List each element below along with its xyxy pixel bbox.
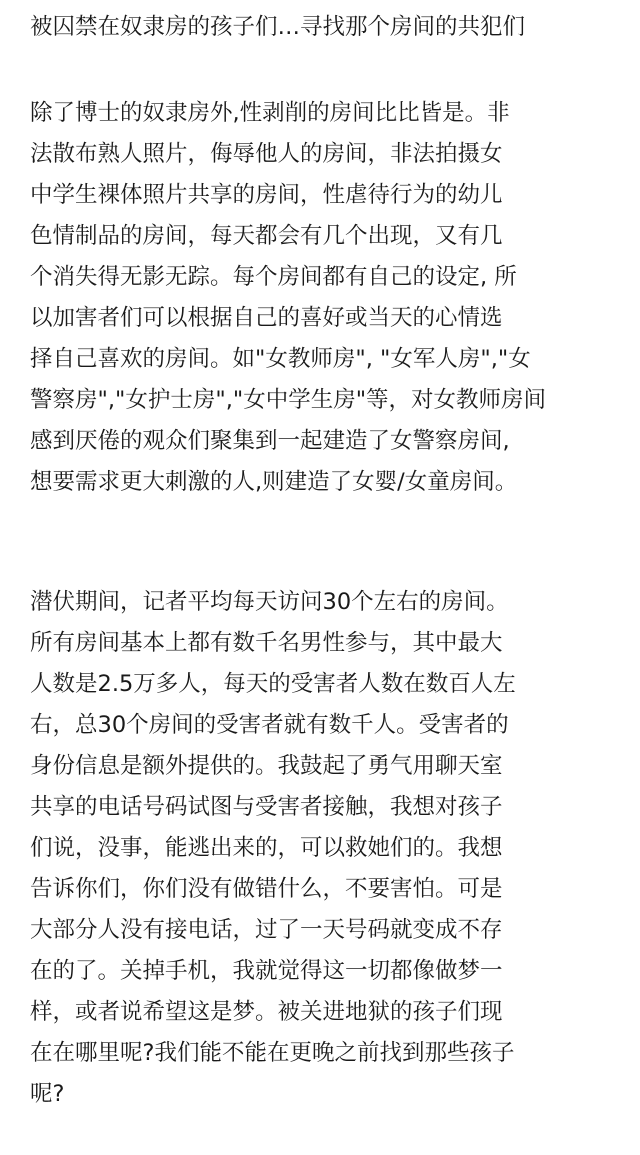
paragraph-line: 告诉你们，你们没有做错什么，不要害怕。可是: [30, 876, 503, 902]
paragraph-line: 在的了。关掉手机，我就觉得这一切都像做梦一: [30, 958, 503, 984]
paragraph-line: 警察房","女护士房","女中学生房"等，对女教师房间: [30, 387, 547, 413]
paragraph-line: 所有房间基本上都有数千名男性参与，其中最大: [30, 630, 503, 656]
paragraph-line: 潜伏期间，记者平均每天访问30个左右的房间。: [30, 589, 509, 615]
paragraph-line: 样，或者说希望这是梦。被关进地狱的孩子们现: [30, 999, 503, 1025]
paragraph-line: 中学生裸体照片共享的房间，性虐待行为的幼儿: [30, 182, 503, 208]
paragraph-line: 想要需求更大刺激的人,则建造了女婴/女童房间。: [30, 469, 518, 495]
paragraph-line: 个消失得无影无踪。每个房间都有自己的设定, 所: [30, 264, 517, 290]
paragraph-line: 共享的电话号码试图与受害者接触，我想对孩子: [30, 794, 503, 820]
paragraph-line: 感到厌倦的观众们聚集到一起建造了女警察房间,: [30, 428, 510, 454]
paragraph-line: 以加害者们可以根据自己的喜好或当天的心情选: [30, 305, 503, 331]
paragraph-line: 大部分人没有接电话，过了一天号码就变成不存: [30, 917, 503, 943]
paragraph-line: 在在哪里呢?我们能不能在更晚之前找到那些孩子: [30, 1040, 515, 1066]
paragraph-line: 右，总30个房间的受害者就有数千人。受害者的: [30, 712, 509, 738]
paragraph-line: 法散布熟人照片，侮辱他人的房间，非法拍摄女: [30, 141, 503, 167]
paragraph-line: 身份信息是额外提供的。我鼓起了勇气用聊天室: [30, 753, 503, 779]
paragraph-line: 人数是2.5万多人，每天的受害者人数在数百人左: [30, 671, 516, 697]
article-title: 被囚禁在奴隶房的孩子们…寻找那个房间的共犯们: [30, 14, 526, 40]
paragraph-line: 呢?: [30, 1081, 65, 1107]
paragraph-line: 色情制品的房间，每天都会有几个出现，又有几: [30, 223, 503, 249]
paragraph-line: 择自己喜欢的房间。如"女教师房", "女军人房","女: [30, 346, 531, 372]
paragraph-line: 们说，没事，能逃出来的，可以救她们的。我想: [30, 835, 503, 861]
paragraph-line: 除了博士的奴隶房外,性剥削的房间比比皆是。非: [30, 100, 510, 126]
